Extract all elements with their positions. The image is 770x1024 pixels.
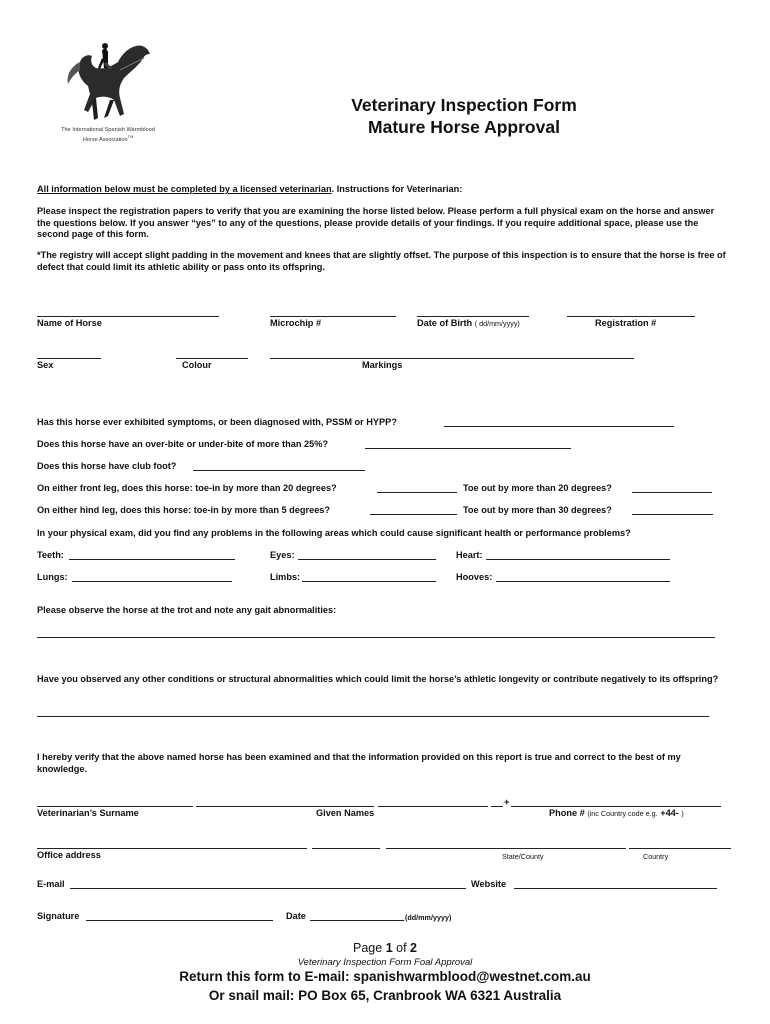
phone-number-line[interactable] [511,806,721,807]
markings-label: Markings [362,360,403,370]
signature-line[interactable] [86,920,273,921]
given-names-line[interactable] [196,806,374,807]
lungs-label: Lungs: [37,572,68,582]
surname-label: Veterinarian’s Surname [37,808,139,818]
instructions-heading: All information below must be completed by a licensed veterinarian. Instructions for Veterinarian: [37,184,463,194]
date-format: (dd/mm/yyyy) [405,913,452,922]
email-label: E-mail [37,879,65,889]
title-line-1: Veterinary Inspection Form [351,95,577,115]
phone-plus: + [504,797,510,807]
registration-line[interactable] [567,316,695,317]
heart-line[interactable] [486,559,670,560]
horse-name-label: Name of Horse [37,318,102,328]
instructions-paragraph: Please inspect the registration papers to verify that you are examining the horse listed below. Please perform a full physical exam on the horse and answer the questions below. If you answer “yes” to any of the questions, please provide details of your findings. If you require additional space, please use the second page of this form. [37,206,715,239]
hind-toe-in-line[interactable] [370,514,457,515]
pssm-question: Has this horse ever exhibited symptoms, or been diagnosed with, PSSM or HYPP? [37,417,397,427]
footer-subtitle: Veterinary Inspection Form Foal Approval [297,957,473,968]
hooves-line[interactable] [496,581,670,582]
logo-caption: The International Spanish Warmblood Horse Association™ [61,127,155,143]
horse-name-line[interactable] [37,316,219,317]
microchip-label: Microchip # [270,318,322,328]
signature-label: Signature [37,911,80,921]
physical-exam-question: In your physical exam, did you find any problems in the following areas which could cause significant health or performance problems? [37,528,631,538]
registry-note: *The registry will accept slight padding in the movement and knees that are slightly offset. The purpose of this inspection is to ensure that the horse is free of defect that could limit its athletic ability or pass onto its offspring. [37,250,726,272]
eyes-line[interactable] [298,559,436,560]
horse-rider-logo [58,40,158,126]
surname-line[interactable] [37,806,193,807]
phone-label: Phone # (inc Country code e.g. +44- ) [549,808,684,818]
front-toe-out-question: Toe out by more than 20 degrees? [463,483,612,493]
state-line[interactable] [386,848,626,849]
hind-toe-in-question: On either hind leg, does this horse: toe-in by more than 5 degrees? [37,505,331,515]
microchip-line[interactable] [270,316,396,317]
front-toe-in-question: On either front leg, does this horse: toe-in by more than 20 degrees? [37,483,337,493]
phone-prefix-line[interactable] [491,806,503,807]
website-label: Website [471,879,507,889]
lungs-line[interactable] [72,581,232,582]
snail-mail-line: Or snail mail: PO Box 65, Cranbrook WA 6321 Australia [208,988,562,1003]
front-toe-out-line[interactable] [632,492,712,493]
other-conditions-line[interactable] [37,716,709,717]
return-email-line: Return this form to E-mail: spanishwarmblood@westnet.com.au [179,969,591,984]
pssm-answer-line[interactable] [444,426,674,427]
gait-answer-line[interactable] [37,637,715,638]
email-line[interactable] [70,888,466,889]
heart-label: Heart: [456,550,483,560]
declaration-text: I hereby verify that the above named horse has been examined and that the information provided on this report is true and correct to the best of my knowledge. [37,752,681,774]
colour-line[interactable] [176,358,248,359]
dob-line[interactable] [417,316,529,317]
eyes-label: Eyes: [270,550,295,560]
markings-line[interactable] [270,358,634,359]
country-line[interactable] [629,848,731,849]
date-line[interactable] [310,920,404,921]
sex-line[interactable] [37,358,101,359]
website-line[interactable] [514,888,717,889]
club-foot-answer-line[interactable] [193,470,365,471]
title-line-2: Mature Horse Approval [368,117,560,137]
sex-label: Sex [37,360,54,370]
hooves-label: Hooves: [456,572,493,582]
colour-label: Colour [182,360,212,370]
gait-question: Please observe the horse at the trot and note any gait abnormalities: [37,605,337,615]
bite-answer-line[interactable] [365,448,571,449]
state-label: State/County [502,852,544,861]
phone-country-line[interactable] [378,806,488,807]
country-label: Country [643,852,669,861]
hind-toe-out-line[interactable] [632,514,713,515]
office-address-line[interactable] [37,848,307,849]
dob-label: Date of Birth ( dd/mm/yyyy) [417,318,520,328]
page-number: Page 1 of 2 [353,941,417,955]
teeth-line[interactable] [69,559,235,560]
teeth-label: Teeth: [37,550,64,560]
hind-toe-out-question: Toe out by more than 30 degrees? [463,505,612,515]
given-names-label: Given Names [316,808,375,818]
other-conditions-question: Have you observed any other conditions or structural abnormalities which could limit the horse’s athletic longevity or contribute negatively to its offspring? [37,674,719,684]
limbs-label: Limbs: [270,572,301,582]
front-toe-in-line[interactable] [377,492,457,493]
registration-label: Registration # [595,318,657,328]
date-label: Date [286,911,306,921]
club-foot-question: Does this horse have club foot? [37,461,177,471]
limbs-line[interactable] [302,581,436,582]
form-title [300,94,628,138]
office-address-label: Office address [37,850,101,860]
office-address-line-2[interactable] [312,848,380,849]
bite-question: Does this horse have an over-bite or under-bite of more than 25%? [37,439,328,449]
